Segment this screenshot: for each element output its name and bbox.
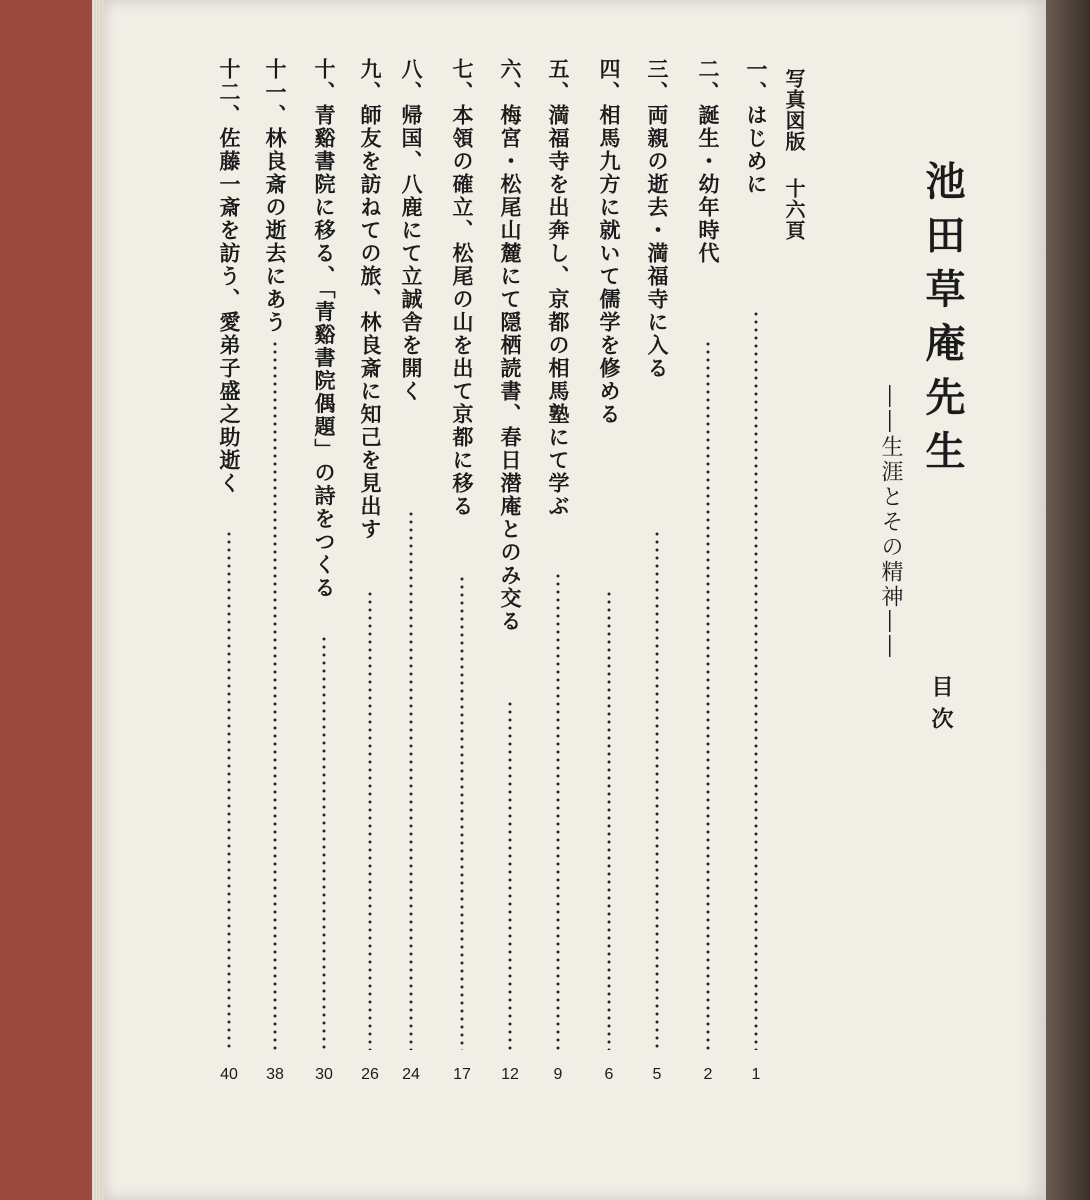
toc-entry[interactable] [543,58,573,1083]
toc-entry-number: 七、 [450,58,475,104]
table-of-contents-heading: 目次 [928,675,954,739]
book-subtitle: ――生涯とその精神―― [878,385,903,660]
toc-entry-title: 誕生・幼年時代 [696,104,721,265]
toc-entry-title: 相馬九方に就いて儒学を修める [597,104,622,426]
toc-entry[interactable] [741,58,771,1083]
toc-entry[interactable] [642,58,672,1083]
toc-entry[interactable] [495,58,525,1083]
toc-entry-title: 両親の逝去・満福寺に入る [645,104,670,380]
toc-leader-dots [706,340,710,1050]
toc-entry-number: 一、 [744,58,769,104]
toc-entry-page: 40 [220,1066,238,1083]
toc-entry[interactable] [594,58,624,1083]
toc-entry-page: 24 [402,1066,420,1083]
toc-entry-page: 38 [266,1066,284,1083]
toc-entry-page: 2 [703,1066,713,1083]
toc-entry-title: 師友を訪ねての旅、林良斎に知己を見出す [358,104,383,541]
toc-leader-dots [556,572,560,1050]
toc-entry-title: 本領の確立、松尾の山を出て京都に移る [450,104,475,518]
toc-entry[interactable] [309,58,339,1083]
toc-entry-page: 30 [315,1066,333,1083]
toc-entry-number: 十二、 [217,58,242,127]
toc-entry-title: はじめに [744,104,769,196]
toc-entry-number: 十一、 [263,58,288,127]
toc-entry[interactable] [693,58,723,1083]
toc-entry-title: 林良斎の逝去にあう [263,127,288,334]
toc-entry-page: 12 [501,1066,519,1083]
toc-leader-dots [508,700,512,1050]
toc-entry-number: 三、 [645,58,670,104]
toc-leader-dots [460,575,464,1050]
toc-entry-page: 6 [604,1066,614,1083]
toc-entry-page: 1 [751,1066,761,1083]
photo-plates-label: 写真図版 [782,68,806,152]
toc-leader-dots [368,590,372,1050]
toc-entry-page: 26 [361,1066,379,1083]
toc-entry-page: 5 [652,1066,662,1083]
toc-leader-dots [322,635,326,1050]
book-gutter [1046,0,1090,1200]
toc-leader-dots [227,530,231,1050]
toc-entry[interactable] [396,58,426,1083]
toc-leader-dots [754,310,758,1050]
toc-entry-title: 青谿書院に移る、「青谿書院偶題」の詩をつくる [312,104,337,600]
toc-entry-number: 八、 [399,58,424,104]
photo-plates-entry [780,68,809,241]
photo-plates-pages: 十六頁 [782,178,806,241]
toc-entry-number: 九、 [358,58,383,104]
toc-entry-title: 梅宮・松尾山麓にて隠栖読書、春日潜庵とのみ交る [498,104,523,633]
toc-entry-number: 二、 [696,58,721,104]
toc-entry-title: 佐藤一斎を訪う、愛弟子盛之助逝く [217,127,242,495]
toc-entry[interactable] [355,58,385,1083]
toc-entry-number: 五、 [546,58,571,104]
toc-entry-number: 六、 [498,58,523,104]
toc-entry-number: 四、 [597,58,622,104]
book-title: 池田草庵先生 [919,160,966,484]
toc-leader-dots [409,510,413,1050]
toc-entry-number: 十、 [312,58,337,104]
toc-entry[interactable] [260,58,290,1083]
toc-entry-page: 9 [553,1066,563,1083]
toc-leader-dots [607,590,611,1050]
toc-entry-page: 17 [453,1066,471,1083]
toc-entry[interactable] [214,58,244,1083]
toc-leader-dots [273,340,277,1050]
toc-entry[interactable] [447,58,477,1083]
toc-entry-title: 満福寺を出奔し、京都の相馬塾にて学ぶ [546,104,571,518]
toc-entry-title: 帰国、八鹿にて立誠舎を開く [399,104,424,403]
toc-leader-dots [655,530,659,1050]
